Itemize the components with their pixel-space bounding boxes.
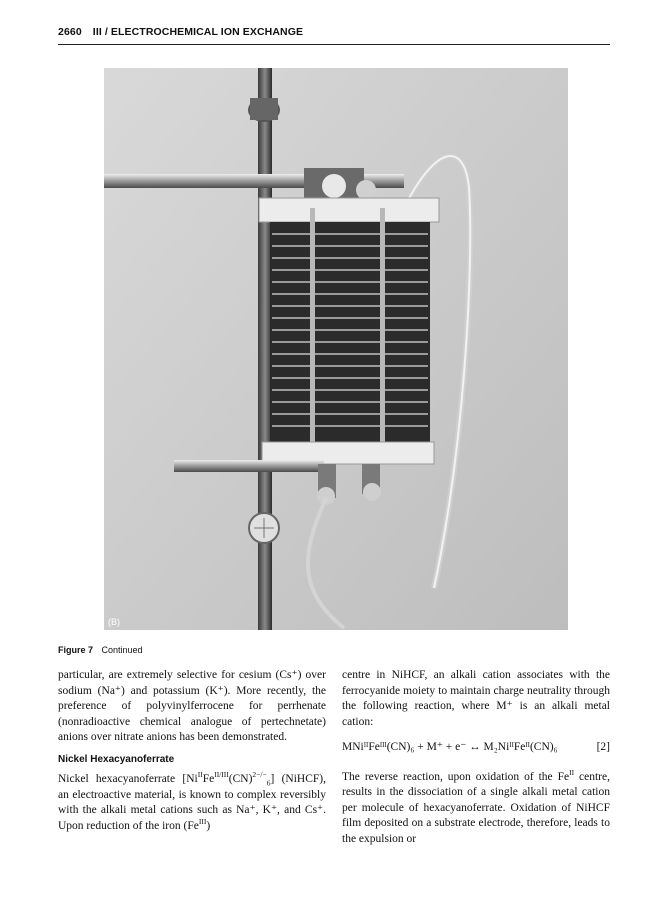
left-paragraph-2: Nickel hexacyanoferrate $[Ni^{II}Fe^{II/III}(CN)^{2-/-}_6]$ (NiHCF), an electroactive material, is known to complex reversibly with the alkali metal cations such as Na⁺, K⁺, and Cs⁺. Upon reduction of the iron $(Fe^{III})$: [58, 770, 326, 832]
caption-text: Continued: [101, 645, 143, 655]
caption-label: Figure 7: [58, 645, 94, 655]
left-column: [58, 668, 326, 834]
right-paragraph-2: The reverse reaction, upon oxidation of the $Fe^{II}$ centre, results in the dissociation of a single alkali metal cation per molecule of hexacyanoferrate. Oxidation of NiHCF film deposited on a substrate electrode, therefore, leads to the expulsion or: [342, 767, 610, 845]
right-paragraph-1: centre in NiHCF, an alkali cation associates with the ferrocyanide moiety to maintain charge neutrality through the following reaction, where M⁺ is an alkali metal cation:: [342, 669, 610, 728]
panel-label: (B): [108, 617, 120, 627]
equation-number: [2]: [596, 741, 610, 753]
running-header: [58, 26, 610, 38]
running-title: III / ELECTROCHEMICAL ION EXCHANGE: [92, 26, 304, 38]
equation-2: [342, 740, 610, 756]
section-heading: Nickel Hexacyanoferrate: [58, 753, 175, 765]
left-paragraph-1: particular, are extremely selective for cesium (Cs⁺) over sodium (Na⁺) and potassium (K⁺). More recently, the preference of polyvinylferrocene for perrhenate (nonradioactive chemical analogue of pertechnetate) anions over nitrate anions has been demonstrated.: [58, 669, 326, 743]
figure-photo: [104, 68, 568, 630]
page-number: 2660: [58, 26, 82, 38]
right-column: [342, 668, 610, 847]
header-rule: [58, 44, 610, 45]
figure-caption: [58, 645, 143, 655]
equation: MNiᴵᴵFeᴵᴵᴵ(CN)₆ + M⁺ + e⁻ ↔ M₂NiᴵᴵFeᴵᴵ(CN)₆: [342, 741, 558, 753]
